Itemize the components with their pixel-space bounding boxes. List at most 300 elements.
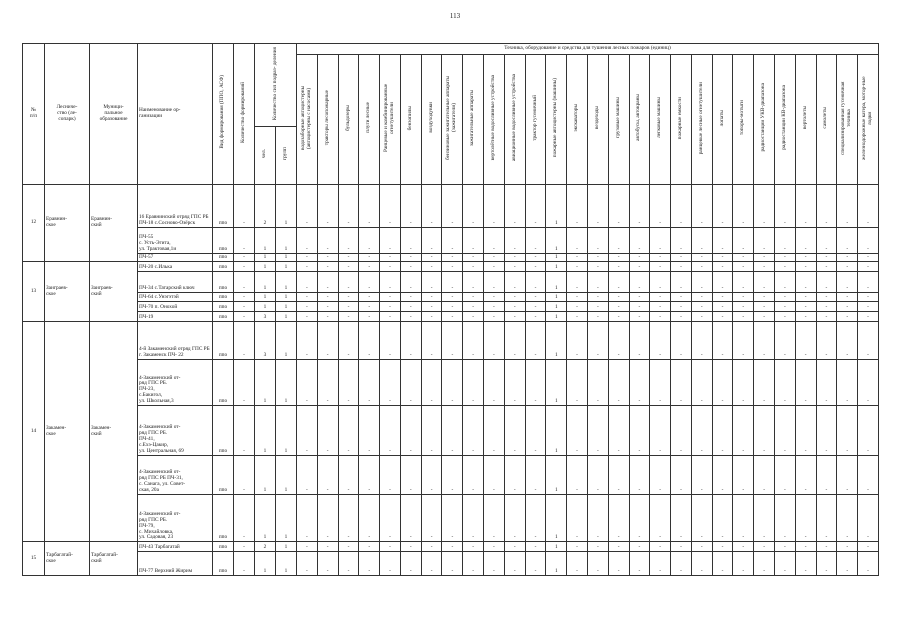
equipment-value: -	[463, 359, 484, 405]
equipment-value: -	[525, 494, 546, 542]
header-equipment-22	[733, 54, 754, 184]
equipment-value: 1	[546, 292, 567, 302]
equipment-value: -	[733, 272, 754, 293]
header-equipment-6-text: бензопилы	[406, 105, 413, 130]
equipment-value: -	[400, 253, 421, 262]
header-equipment-25-text: вертолеты	[801, 106, 808, 130]
equipment-value: -	[421, 272, 442, 293]
equipment-value: -	[317, 262, 338, 272]
equipment-value: -	[297, 262, 318, 272]
equipment-value: -	[317, 542, 338, 552]
persons: 2	[255, 184, 276, 227]
equipment-value: -	[463, 312, 484, 322]
equipment-value: -	[733, 552, 754, 576]
row-num: 12	[23, 184, 45, 262]
equipment-value: -	[795, 359, 816, 405]
row-forestry: Закамен- ское	[45, 321, 90, 542]
equipment-value: -	[816, 227, 837, 253]
equipment-value: -	[691, 494, 712, 542]
equipment-value: -	[629, 321, 650, 359]
equipment-value: -	[733, 184, 754, 227]
equipment-value: -	[317, 312, 338, 322]
header-equipment-15	[587, 54, 608, 184]
unit-count: -	[234, 292, 255, 302]
equipment-value: -	[567, 292, 588, 302]
unit-count: -	[234, 455, 255, 494]
equipment-value: -	[837, 184, 858, 227]
equipment-value: -	[733, 359, 754, 405]
equipment-value: -	[691, 542, 712, 552]
table-row	[23, 292, 879, 302]
equipment-value: -	[587, 494, 608, 542]
org-name: ПЧ-77 Верхний Жирим	[138, 552, 213, 576]
equipment-value: -	[712, 253, 733, 262]
equipment-value: -	[858, 302, 879, 312]
equipment-value: -	[442, 272, 463, 293]
equipment-value: -	[504, 302, 525, 312]
equipment-value: -	[816, 406, 837, 456]
equipment-value: -	[629, 494, 650, 542]
equipment-value: -	[774, 302, 795, 312]
equipment-value: -	[442, 292, 463, 302]
equipment-value: -	[650, 406, 671, 456]
equipment-value: -	[525, 184, 546, 227]
row-municipality: Еравнин- ский	[90, 184, 138, 262]
equipment-value: -	[400, 321, 421, 359]
equipment-value: -	[380, 359, 401, 405]
equipment-value: -	[858, 552, 879, 576]
equipment-value: -	[671, 312, 692, 322]
equipment-value: -	[338, 292, 359, 302]
equipment-value: -	[567, 312, 588, 322]
equipment-value: 1	[546, 455, 567, 494]
equipment-value: -	[380, 406, 401, 456]
header-equipment-3-text: бульдозеры	[344, 104, 351, 131]
equipment-value: -	[442, 494, 463, 542]
equipment-value: -	[317, 302, 338, 312]
equipment-value: -	[837, 321, 858, 359]
header-equipment: Техника, оборудование и средства для тушения лесных пожаров (единиц)	[297, 44, 879, 55]
groups: 1	[276, 227, 297, 253]
equipment-value: -	[525, 552, 546, 576]
header-equipment-2-text: тракторы лесопожарные	[323, 90, 330, 146]
row-municipality: Тарбагатай- ский	[90, 542, 138, 576]
equipment-value: -	[754, 312, 775, 322]
equipment-value: -	[421, 321, 442, 359]
equipment-value: -	[463, 321, 484, 359]
row-num: 14	[23, 321, 45, 542]
persons: 3	[255, 321, 276, 359]
equipment-value: -	[858, 321, 879, 359]
equipment-value: -	[733, 253, 754, 262]
header-equipment-10-text: вертолётные водосливные устройства	[489, 75, 496, 161]
equipment-value: -	[691, 406, 712, 456]
equipment-value: -	[400, 406, 421, 456]
equipment-value: -	[504, 455, 525, 494]
equipment-value: -	[691, 455, 712, 494]
equipment-value: -	[754, 455, 775, 494]
equipment-value: -	[484, 262, 505, 272]
equipment-value: -	[774, 292, 795, 302]
equipment-value: -	[442, 184, 463, 227]
equipment-value: -	[567, 542, 588, 552]
equipment-value: -	[525, 253, 546, 262]
equipment-value: -	[359, 302, 380, 312]
persons: 1	[255, 406, 276, 456]
equipment-value: -	[837, 253, 858, 262]
equipment-value: -	[733, 312, 754, 322]
equipment-value: -	[442, 302, 463, 312]
table-row	[23, 455, 879, 494]
header-equipment-7	[421, 54, 442, 184]
equipment-value: -	[754, 321, 775, 359]
equipment-value: -	[297, 406, 318, 456]
header-equipment-13-text: пожарные автоцистерны (машины)	[552, 78, 559, 158]
table-row	[23, 227, 879, 253]
header-equipment-3	[338, 54, 359, 184]
table-row	[23, 406, 879, 456]
equipment-value: -	[629, 262, 650, 272]
table-row	[23, 253, 879, 262]
equipment-value: -	[442, 552, 463, 576]
equipment-value: -	[608, 292, 629, 302]
equipment-value: -	[795, 184, 816, 227]
equipment-value: 1	[546, 312, 567, 322]
equipment-value: -	[691, 253, 712, 262]
header-equipment-23-text: радиостанции УКВ-диапазона	[760, 83, 767, 152]
equipment-value: -	[671, 292, 692, 302]
equipment-value: -	[587, 272, 608, 293]
equipment-value: -	[587, 552, 608, 576]
equipment-value: -	[691, 312, 712, 322]
groups: 1	[276, 253, 297, 262]
equipment-value: -	[380, 302, 401, 312]
persons: 3	[255, 312, 276, 322]
equipment-value: -	[795, 302, 816, 312]
row-num: 13	[23, 262, 45, 321]
equipment-value: -	[795, 406, 816, 456]
equipment-value: -	[525, 272, 546, 293]
equipment-value: -	[567, 184, 588, 227]
equipment-value: -	[629, 184, 650, 227]
equipment-value: -	[650, 494, 671, 542]
equipment-value: -	[774, 542, 795, 552]
equipment-value: -	[712, 302, 733, 312]
header-equipment-18-text: легковые машины	[656, 97, 663, 139]
equipment-value: -	[754, 184, 775, 227]
equipment-value: -	[629, 455, 650, 494]
groups: 1	[276, 552, 297, 576]
equipment-value: -	[484, 184, 505, 227]
equipment-value: -	[359, 253, 380, 262]
equipment-value: -	[712, 359, 733, 405]
equipment-value: -	[338, 312, 359, 322]
equipment-value: -	[338, 494, 359, 542]
header-equipment-28	[858, 54, 879, 184]
equipment-value: -	[380, 321, 401, 359]
table-row	[23, 552, 879, 576]
equipment-value: -	[816, 542, 837, 552]
equipment-value: -	[816, 321, 837, 359]
equipment-value: -	[837, 302, 858, 312]
equipment-value: -	[733, 292, 754, 302]
equipment-value: -	[567, 321, 588, 359]
equipment-value: -	[587, 321, 608, 359]
equipment-value: -	[671, 552, 692, 576]
equipment-value: -	[837, 262, 858, 272]
header-equipment-14	[567, 54, 588, 184]
header-equipment-13	[546, 54, 567, 184]
header-equipment-10	[484, 54, 505, 184]
equipment-value: -	[421, 227, 442, 253]
equipment-value: -	[463, 494, 484, 542]
equipment-value: -	[712, 455, 733, 494]
unit-count: -	[234, 359, 255, 405]
equipment-value: -	[608, 494, 629, 542]
unit-count: -	[234, 406, 255, 456]
unit-type: ппо	[213, 542, 234, 552]
equipment-value: -	[380, 312, 401, 322]
equipment-value: -	[774, 262, 795, 272]
equipment-value: -	[504, 292, 525, 302]
header-equipment-16-text: грузовые машины	[614, 97, 621, 139]
equipment-value: -	[671, 272, 692, 293]
equipment-value: -	[525, 312, 546, 322]
equipment-value: -	[421, 292, 442, 302]
row-municipality: Заиграев- ский	[90, 262, 138, 321]
equipment-value: -	[712, 494, 733, 542]
page-number: 113	[449, 12, 461, 20]
equipment-value: -	[567, 494, 588, 542]
unit-count: -	[234, 312, 255, 322]
equipment-value: -	[359, 542, 380, 552]
equipment-value: -	[712, 272, 733, 293]
header-personnel-text: Количество сил подраз- деления	[271, 47, 278, 121]
equipment-value: -	[463, 406, 484, 456]
unit-count: -	[234, 542, 255, 552]
header-equipment-17	[629, 54, 650, 184]
header-unit-count-text: Количество формирований	[240, 81, 247, 143]
equipment-value: -	[317, 406, 338, 456]
header-unit-count	[234, 44, 255, 185]
groups: 1	[276, 494, 297, 542]
equipment-value: -	[463, 262, 484, 272]
header-equipment-2	[317, 54, 338, 184]
equipment-value: -	[359, 262, 380, 272]
equipment-value: -	[858, 406, 879, 456]
equipment-value: -	[504, 227, 525, 253]
header-equipment-15-text: вездеходы	[593, 106, 600, 130]
unit-count: -	[234, 494, 255, 542]
equipment-value: -	[774, 321, 795, 359]
equipment-value: -	[608, 253, 629, 262]
equipment-value: -	[629, 253, 650, 262]
equipment-value: -	[671, 302, 692, 312]
equipment-value: -	[774, 552, 795, 576]
unit-type: ппо	[213, 262, 234, 272]
header-municipality: Муници- пальное образование	[90, 44, 138, 185]
groups: 1	[276, 262, 297, 272]
equipment-value: -	[421, 302, 442, 312]
equipment-value: -	[484, 542, 505, 552]
equipment-value: -	[816, 312, 837, 322]
org-name: ПЧ-57	[138, 253, 213, 262]
equipment-value: -	[754, 552, 775, 576]
equipment-value: -	[484, 302, 505, 312]
equipment-value: -	[587, 262, 608, 272]
equipment-value: -	[484, 359, 505, 405]
header-equipment-6	[400, 54, 421, 184]
equipment-value: -	[484, 494, 505, 542]
equipment-value: -	[608, 359, 629, 405]
equipment-value: -	[297, 552, 318, 576]
equipment-value: -	[858, 455, 879, 494]
equipment-value: -	[463, 227, 484, 253]
equipment-value: -	[400, 262, 421, 272]
persons: 1	[255, 302, 276, 312]
unit-type: ппо	[213, 552, 234, 576]
equipment-value: -	[691, 292, 712, 302]
equipment-value: -	[650, 455, 671, 494]
unit-count: -	[234, 302, 255, 312]
unit-type: ппо	[213, 406, 234, 456]
equipment-value: -	[671, 253, 692, 262]
equipment-value: -	[359, 406, 380, 456]
equipment-value: -	[484, 312, 505, 322]
equipment-value: -	[338, 552, 359, 576]
header-equipment-20-text: ранцевые лесные огнетушители	[697, 81, 704, 154]
header-equipment-1	[297, 54, 318, 184]
equipment-value: -	[400, 552, 421, 576]
equipment-value: -	[774, 312, 795, 322]
equipment-value: -	[380, 272, 401, 293]
unit-type: ппо	[213, 312, 234, 322]
equipment-value: -	[608, 552, 629, 576]
equipment-value: -	[650, 184, 671, 227]
header-equipment-1-text: водозаборные автоцистерны (автоцистерны с насосами)	[299, 85, 312, 150]
equipment-value: -	[650, 312, 671, 322]
header-equipment-24	[774, 54, 795, 184]
equipment-value: -	[712, 184, 733, 227]
equipment-value: -	[421, 455, 442, 494]
equipment-value: -	[421, 406, 442, 456]
header-equipment-27	[837, 54, 858, 184]
header-equipment-8-text: бензиновые зажигательные аппараты (зажигатели)	[445, 75, 458, 160]
equipment-value: -	[400, 542, 421, 552]
equipment-value: -	[504, 262, 525, 272]
equipment-value: -	[442, 262, 463, 272]
equipment-value: -	[837, 292, 858, 302]
equipment-value: -	[338, 184, 359, 227]
equipment-value: -	[629, 227, 650, 253]
equipment-value: -	[608, 406, 629, 456]
persons: 1	[255, 455, 276, 494]
org-name: 4-Закаменский от- ряд ГПС РБ. ПЧ-79, с. Михайловка, ул. Садовая, 23	[138, 494, 213, 542]
equipment-value: -	[650, 272, 671, 293]
equipment-value: -	[608, 302, 629, 312]
equipment-value: -	[484, 552, 505, 576]
equipment-value: -	[754, 302, 775, 312]
unit-type: ппо	[213, 321, 234, 359]
equipment-value: -	[712, 406, 733, 456]
equipment-value: -	[733, 455, 754, 494]
unit-count: -	[234, 184, 255, 227]
equipment-value: -	[400, 302, 421, 312]
equipment-value: -	[525, 302, 546, 312]
equipment-value: -	[317, 184, 338, 227]
header-equipment-21	[712, 54, 733, 184]
equipment-value: -	[504, 406, 525, 456]
equipment-value: -	[504, 312, 525, 322]
table-row	[23, 359, 879, 405]
equipment-value: -	[671, 542, 692, 552]
equipment-value: -	[629, 359, 650, 405]
equipment-value: -	[691, 302, 712, 312]
equipment-value: -	[816, 292, 837, 302]
org-name: 4-Закаменский от- ряд ГПС РБ ПЧ-31, с. Санага, ул. Совет- ская, 20а	[138, 455, 213, 494]
equipment-value: -	[463, 272, 484, 293]
equipment-value: -	[567, 272, 588, 293]
equipment-value: -	[858, 272, 879, 293]
org-name: ПЧ-64 с.Унэгэтэй	[138, 292, 213, 302]
equipment-value: -	[421, 312, 442, 322]
equipment-value: -	[567, 359, 588, 405]
equipment-value: -	[837, 455, 858, 494]
unit-type: ппо	[213, 184, 234, 227]
equipment-value: -	[317, 272, 338, 293]
equipment-value: -	[795, 272, 816, 293]
persons: 1	[255, 227, 276, 253]
equipment-value: -	[380, 253, 401, 262]
org-name: 4-Закаменский от- ряд ГПС РБ. ПЧ-41, с.Ехэ-Цакир, ул. Центральная, 69	[138, 406, 213, 456]
equipment-value: -	[858, 253, 879, 262]
table-row	[23, 321, 879, 359]
equipment-value: -	[297, 253, 318, 262]
equipment-value: -	[691, 552, 712, 576]
header-num: № п/п	[23, 44, 45, 185]
equipment-value: -	[567, 253, 588, 262]
equipment-value: -	[608, 455, 629, 494]
equipment-value: -	[525, 292, 546, 302]
equipment-value: -	[380, 494, 401, 542]
equipment-value: -	[525, 455, 546, 494]
equipment-value: -	[587, 184, 608, 227]
equipment-value: -	[858, 262, 879, 272]
equipment-value: -	[504, 272, 525, 293]
equipment-value: -	[587, 253, 608, 262]
header-equipment-14-text: экскаваторы	[573, 103, 580, 132]
equipment-value: -	[795, 455, 816, 494]
equipment-value: -	[338, 542, 359, 552]
equipment-value: -	[754, 253, 775, 262]
equipment-value: -	[567, 406, 588, 456]
persons: 1	[255, 292, 276, 302]
equipment-value: -	[359, 184, 380, 227]
equipment-value: -	[442, 312, 463, 322]
header-equipment-11-text: авиационные водосливные устройства	[510, 74, 517, 162]
equipment-value: -	[338, 359, 359, 405]
equipment-value: -	[816, 253, 837, 262]
equipment-value: -	[671, 494, 692, 542]
header-equipment-5-text: Ранцевые и комбинированные огнетушители	[383, 83, 396, 152]
equipment-value: -	[816, 455, 837, 494]
equipment-value: 1	[546, 227, 567, 253]
equipment-value: -	[297, 494, 318, 542]
equipment-value: -	[400, 272, 421, 293]
equipment-value: -	[858, 359, 879, 405]
groups: 1	[276, 455, 297, 494]
equipment-value: -	[650, 292, 671, 302]
